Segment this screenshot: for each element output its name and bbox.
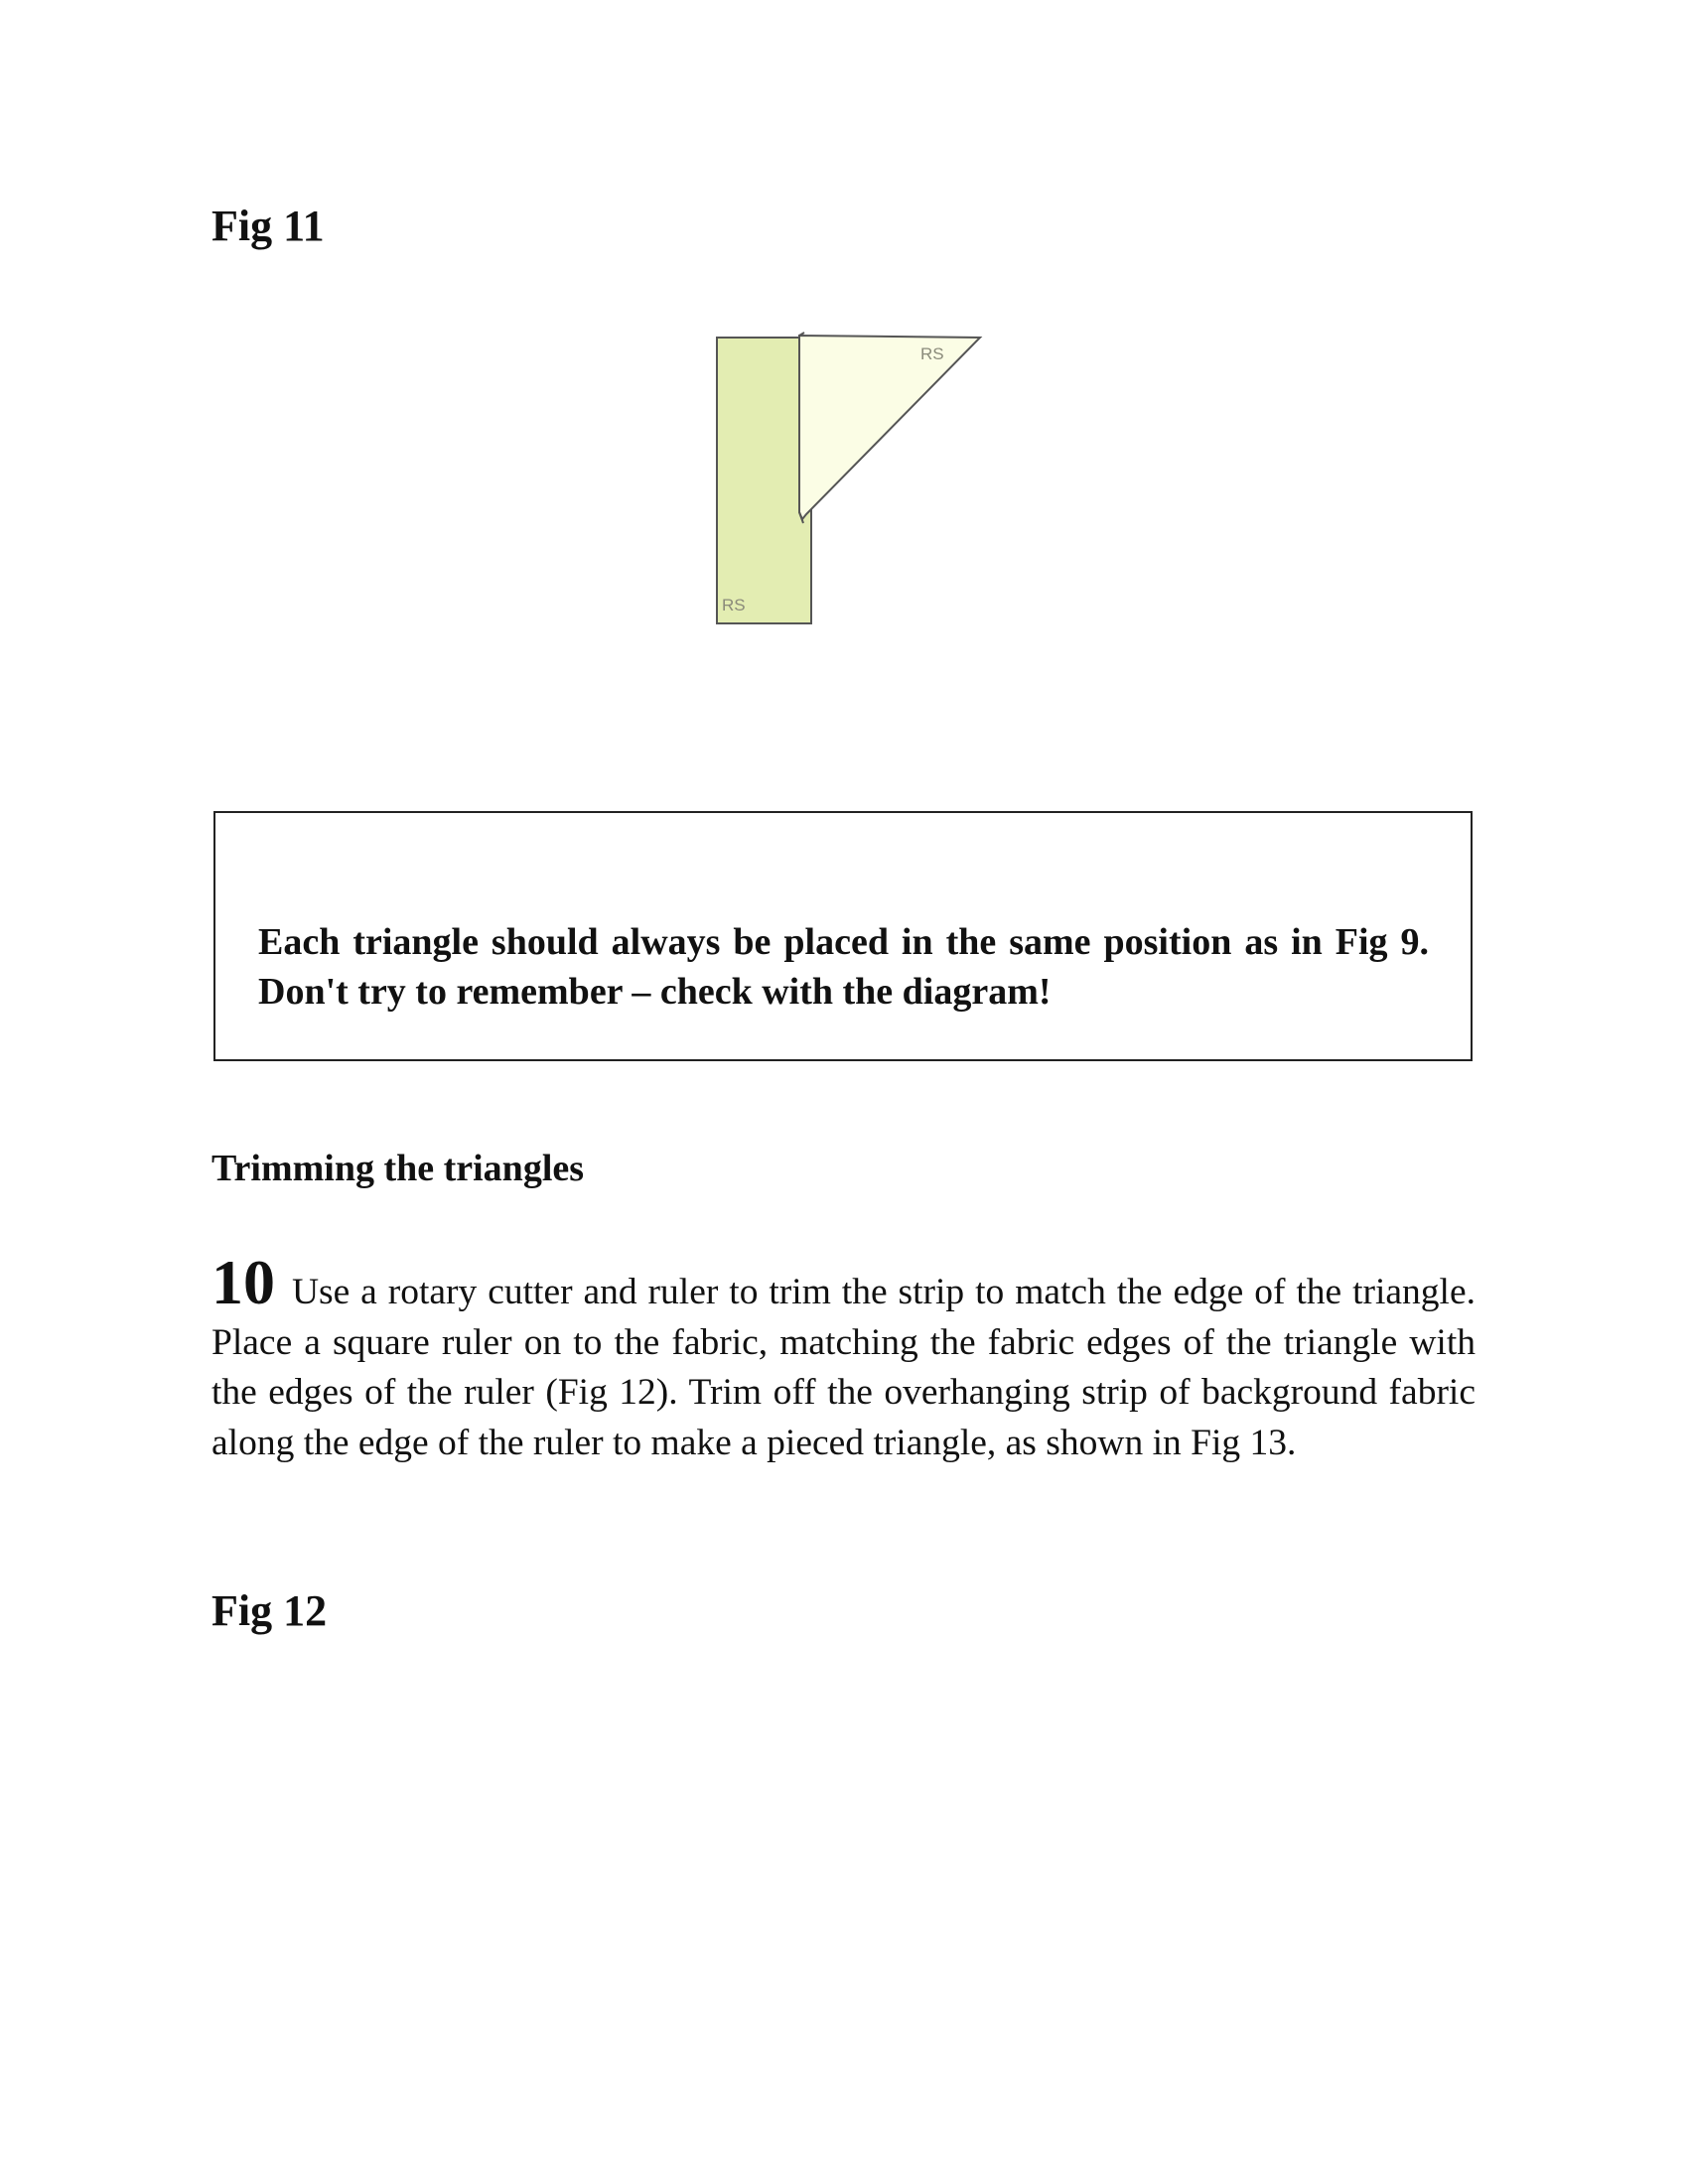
step-text: Use a rotary cutter and ruler to trim the strip to match the edge of the triangle. Place a square ruler on to the fabric, matching the fabric edges of the triangle with the edges of the ruler (Fig 12). Trim off the overhanging strip of background fabric along the edge of the ruler to make a pieced triangle, as shown in Fig 13. — [211, 1272, 1476, 1463]
step-number: 10 — [211, 1247, 275, 1317]
step-10-paragraph — [211, 1247, 1476, 1468]
triangle-rs-label: RS — [920, 344, 944, 363]
note-text: Each triangle should always be placed in the same position as in Fig 9. Don't try to remember – check with the diagram! — [258, 921, 1429, 1013]
fig-11-label: Fig 11 — [211, 202, 325, 250]
note-box — [213, 811, 1473, 1061]
fabric-triangle — [799, 336, 980, 519]
section-heading: Trimming the triangles — [211, 1148, 585, 1189]
fig-11-svg — [695, 318, 1013, 635]
strip-rs-label: RS — [722, 596, 746, 614]
background-strip — [717, 338, 811, 623]
fig-11-diagram — [695, 318, 1013, 635]
fig-12-label: Fig 12 — [211, 1586, 328, 1635]
